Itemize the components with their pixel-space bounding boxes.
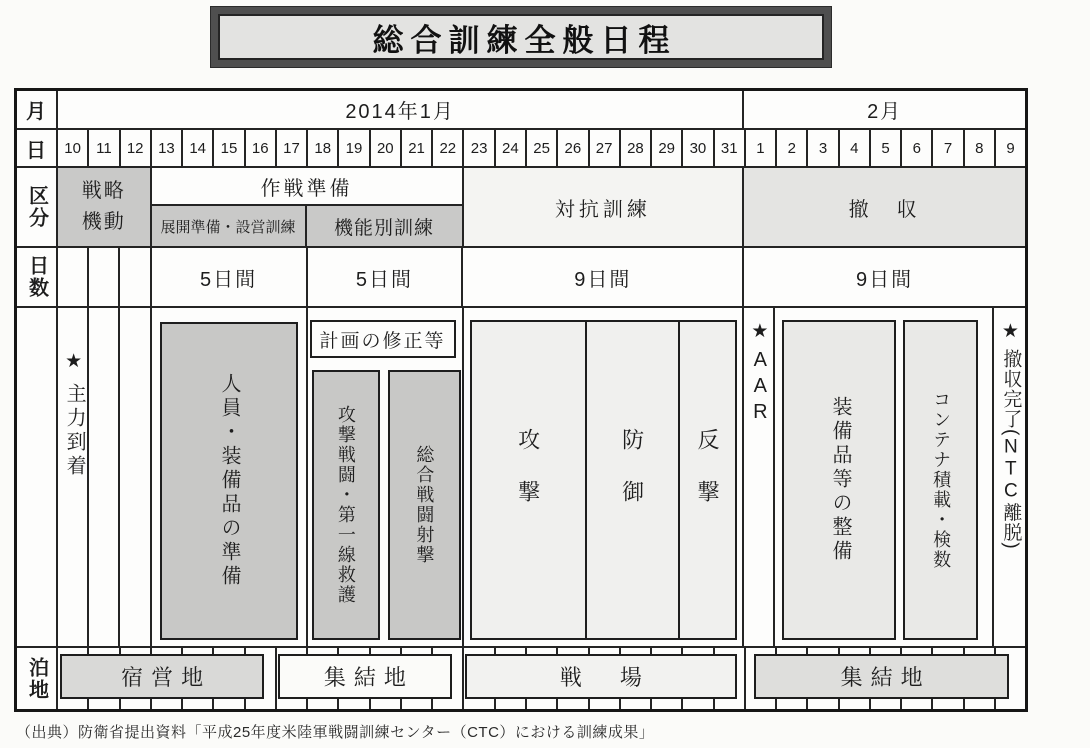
day-cell: 16 [246, 130, 277, 166]
star-icon: ★ [1001, 321, 1019, 342]
task-box-force-on-force [470, 320, 738, 640]
milestone-aar [744, 320, 775, 427]
attack-combat-first-aid-label: 攻撃戦闘・第一線救護 [335, 405, 356, 605]
withdrawal-complete-ntc: NTC [1000, 436, 1022, 503]
category-strategic-maneuver [58, 168, 152, 246]
lodging-row-label [17, 648, 58, 709]
month-cell-february: 2月 [867, 101, 903, 123]
day-cell: 20 [371, 130, 402, 166]
duration-prep-1: 5日間 [152, 248, 308, 306]
day-cell: 21 [402, 130, 433, 166]
combined-live-fire-label: 総合戦闘射撃 [414, 445, 435, 565]
task-box-personnel-equipment-prep [160, 322, 298, 640]
body-row-label-empty [17, 308, 58, 646]
task-box-container-loading [903, 320, 978, 640]
day-cell: 17 [277, 130, 308, 166]
day-cell: 26 [558, 130, 589, 166]
category-operation-prep: 作戦準備 [152, 168, 462, 206]
duration-row-label-text: 日数 [25, 255, 48, 299]
plan-revision-label: 計画の修正等 [319, 330, 446, 352]
day-cell: 12 [121, 130, 152, 166]
day-cell: 13 [152, 130, 183, 166]
milestone-main-force-arrival [58, 350, 89, 479]
day-cell: 19 [339, 130, 370, 166]
duration-prep-2: 5日間 [308, 248, 464, 306]
lodging-row [17, 648, 1025, 709]
milestone-withdrawal-complete [995, 320, 1026, 550]
day-cell: 25 [527, 130, 558, 166]
grid-line [306, 308, 308, 646]
duration-row [17, 248, 1025, 308]
duration-row-label [17, 248, 58, 306]
day-cell: 23 [464, 130, 495, 166]
category-row-label [17, 168, 58, 246]
day-cell: 2 [777, 130, 808, 166]
category-row [17, 168, 1025, 248]
duration-empty-cell [58, 248, 89, 306]
duration-empty-cell [89, 248, 120, 306]
day-cell: 27 [590, 130, 621, 166]
duration-empty-cell [120, 248, 151, 306]
day-row-label: 日 [17, 130, 58, 166]
task-box-plan-revision [310, 320, 456, 358]
day-cell: 22 [433, 130, 464, 166]
lodging-row-label-text: 泊地 [25, 656, 48, 701]
duration-withdrawal: 9日間 [856, 268, 914, 291]
month-row-label: 月 [17, 91, 58, 128]
category-deployment-prep: 展開準備・設営訓練 [152, 206, 307, 246]
aar-label: AAR [749, 349, 772, 427]
category-force-on-force: 対抗訓練 [464, 168, 745, 246]
task-box-combined-live-fire [388, 370, 461, 640]
main-force-arrival-label: 主力到着 [63, 383, 86, 479]
task-box-attack-combat-first-aid [312, 370, 380, 640]
activity-area [58, 308, 1025, 646]
star-icon: ★ [65, 351, 83, 372]
segment-attack [472, 322, 587, 638]
day-cell: 14 [183, 130, 214, 166]
day-cell: 8 [965, 130, 996, 166]
day-cell: 9 [1006, 139, 1015, 157]
withdrawal-complete-prefix: 撤収完了( [1000, 349, 1022, 437]
day-cell: 28 [621, 130, 652, 166]
day-cell: 31 [715, 130, 746, 166]
schedule-table [14, 88, 1028, 712]
day-cell: 5 [871, 130, 902, 166]
day-cell: 6 [902, 130, 933, 166]
category-row-label-text: 区分 [25, 185, 48, 229]
day-cell: 24 [496, 130, 527, 166]
grid-line [150, 308, 152, 646]
lodging-box-assembly-1: 集結地 [278, 654, 451, 699]
day-cell: 1 [746, 130, 777, 166]
day-cell: 11 [89, 130, 120, 166]
duration-force-on-force: 9日間 [463, 248, 744, 306]
container-loading-label: コンテナ積載・検数 [931, 390, 952, 570]
segment-counterattack [680, 322, 736, 638]
segment-defense [587, 322, 680, 638]
lodging-box-battlefield: 戦 場 [465, 654, 738, 699]
lodging-box-assembly-2: 集結地 [754, 654, 1009, 699]
category-withdrawal: 撤 収 [744, 168, 1025, 246]
attack-label: 攻撃 [515, 428, 541, 532]
counterattack-label: 反撃 [695, 428, 721, 532]
day-cell: 18 [308, 130, 339, 166]
equipment-maintenance-label: 装備品等の整備 [828, 396, 851, 564]
day-cell: 30 [683, 130, 714, 166]
day-cell: 3 [808, 130, 839, 166]
category-operation-prep-group [152, 168, 464, 246]
star-icon: ★ [751, 321, 769, 342]
source-citation: （出典）防衛省提出資料「平成25年度米陸軍戦闘訓練センター（CTC）における訓練成果」 [16, 724, 655, 741]
lodging-box-camp: 宿営地 [60, 654, 264, 699]
activity-body-row [17, 308, 1025, 648]
day-cell: 15 [214, 130, 245, 166]
day-cell: 7 [933, 130, 964, 166]
day-cell: 4 [840, 130, 871, 166]
day-cell: 29 [652, 130, 683, 166]
category-functional-training: 機能別訓練 [307, 206, 462, 246]
page-title-box [210, 6, 832, 68]
withdrawal-complete-suffix: 離脱) [1000, 502, 1022, 550]
day-cells [58, 130, 1025, 166]
day-row [17, 130, 1025, 168]
personnel-equipment-prep-label: 人員・装備品の準備 [218, 373, 241, 589]
day-cell: 10 [58, 130, 89, 166]
task-box-equipment-maintenance [782, 320, 896, 640]
grid-line [992, 308, 994, 646]
defense-label: 防御 [619, 428, 645, 532]
month-row [17, 91, 1025, 130]
grid-line [118, 308, 120, 646]
grid-line [462, 308, 464, 646]
page-title: 総合訓練全般日程 [372, 22, 677, 58]
month-cell-january: 2014年1月 [58, 91, 744, 128]
withdrawal-complete-label [999, 349, 1021, 550]
category-strategic-maneuver-text: 戦略機動 [81, 180, 126, 233]
